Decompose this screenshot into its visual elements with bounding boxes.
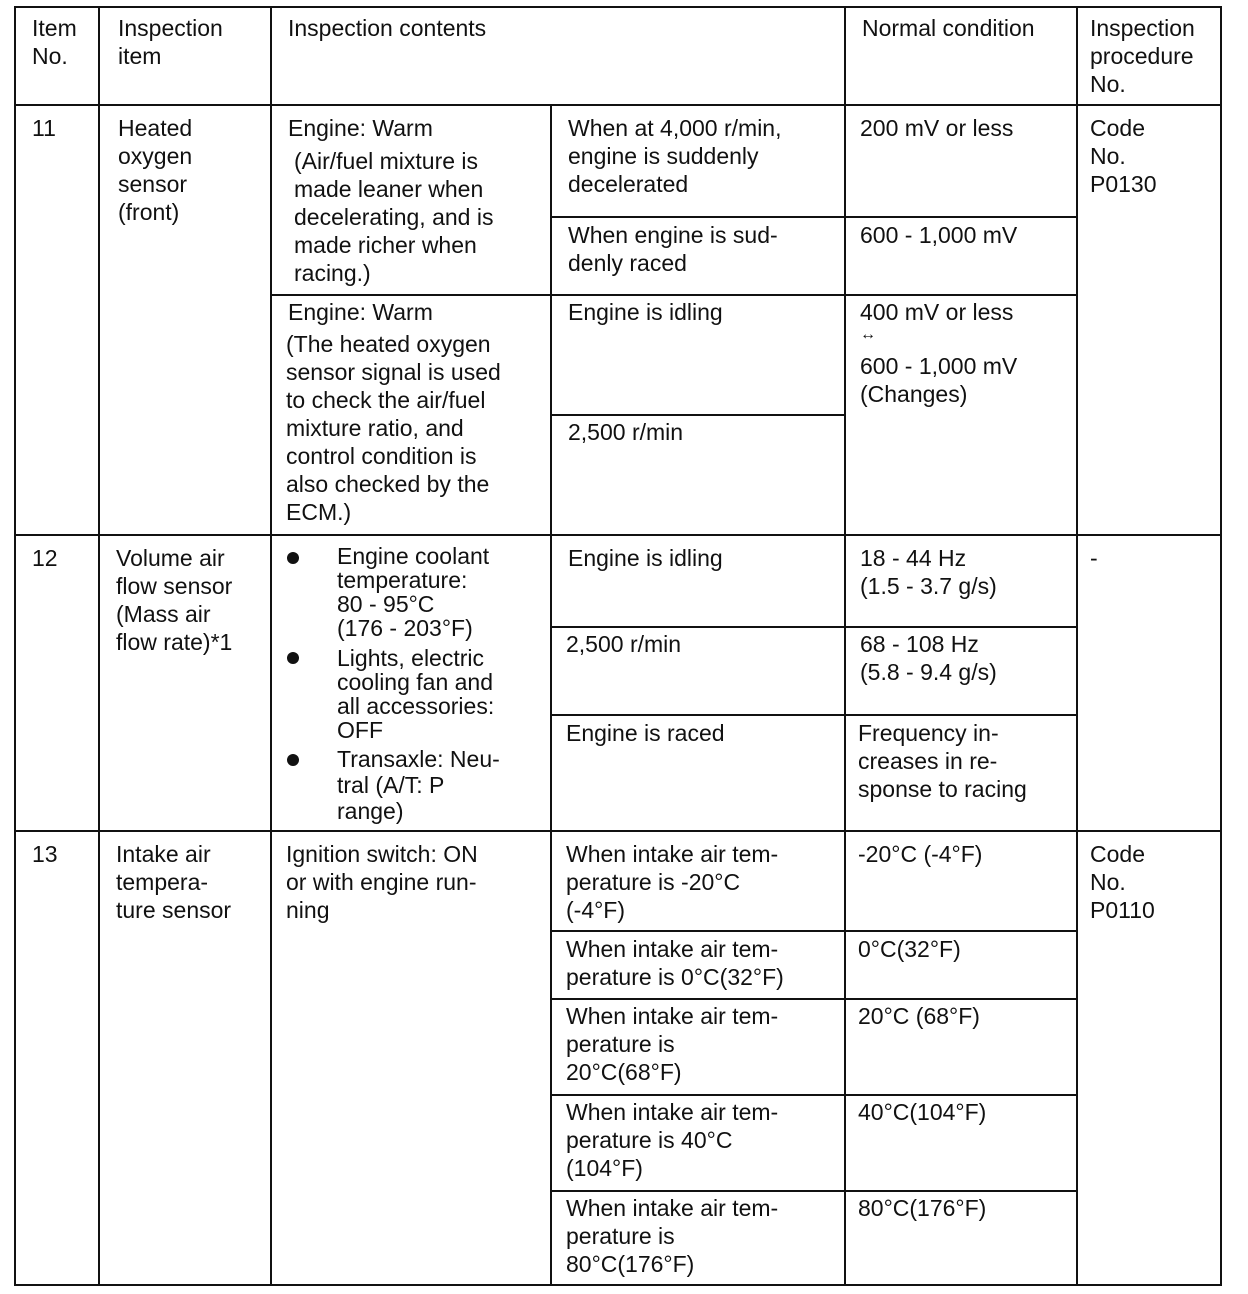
table-border-top [14,6,1222,8]
row12-item: Volume air flow sensor (Mass air flow rate)*1 [116,545,233,655]
row12-item-no: 12 [32,545,58,571]
row11-cond-a: Engine: Warm [288,115,433,141]
header-normal-condition: Normal condition [862,15,1035,41]
row11-item-no: 11 [32,115,56,141]
row13-normal4: 40°C(104°F) [858,1099,987,1125]
bullet-icon [287,652,299,664]
row12-normal3: Frequency in- creases in re- sponse to racing [858,720,1027,802]
row11-normal-b-2: 600 - 1,000 mV (Changes) [860,353,1018,407]
row13-state1: When intake air tem- perature is -20°C (-4°F) [566,841,779,923]
row11-cond-a-note: (Air/fuel mixture is made leaner when decelerating, and is made richer when racing.) [294,148,494,286]
row13-state3: When intake air tem- perature is 20°C(68°F) [566,1003,779,1085]
row12-normal1: 18 - 44 Hz (1.5 - 3.7 g/s) [860,545,997,599]
header-separator [14,104,1222,106]
row11-cond-b-note: (The heated oxygen sensor signal is used to check the air/fuel mixture ratio, and control condition is also checked by the ECM.) [286,331,501,525]
row11-state-a1: When at 4,000 r/min, engine is suddenly decelerated [568,115,782,197]
double-arrow-icon: ↔ [860,326,876,343]
row11-item: Heated oxygen sensor (front) [118,115,193,225]
col-line-2 [270,6,272,1286]
row-separator-12-13 [14,830,1222,832]
row11-procedure: Code No. P0130 [1090,115,1157,197]
r13-line-b [550,998,1078,1000]
row12-procedure: - [1090,545,1098,571]
row11-normal-a1: 200 mV or less [860,115,1014,141]
row11-normal-b-1: 400 mV or less [860,299,1014,325]
row11-cond-b: Engine: Warm [288,299,433,325]
row13-normal2: 0°C(32°F) [858,936,961,962]
row13-item-no: 13 [32,841,58,867]
col-line-1 [98,6,100,1286]
row11-normal-a2: 600 - 1,000 mV [860,222,1018,248]
header-procedure-no: Inspection procedure No. [1090,15,1195,97]
row12-state1: Engine is idling [568,545,723,571]
row13-procedure: Code No. P0110 [1090,841,1155,923]
row13-normal1: -20°C (-4°F) [858,841,983,867]
row12-bullet2: Lights, electric cooling fan and all accessories: OFF [337,645,495,743]
row11-state-b2: 2,500 r/min [568,419,684,445]
r12-line-a [550,626,1078,628]
row13-normal5: 80°C(176°F) [858,1195,987,1221]
row13-state5: When intake air tem- perature is 80°C(176°F) [566,1195,779,1277]
r11-line-b [270,294,1078,296]
table-border-left [14,6,16,1286]
row11-state-a2: When engine is sud- denly raced [568,222,778,276]
table-border-right [1220,6,1222,1286]
r13-line-c [550,1094,1078,1096]
r13-line-d [550,1190,1078,1192]
header-item-no: Item No. [32,15,77,69]
bullet-icon [287,552,299,564]
r11-line-a [550,216,1078,218]
r13-line-a [550,930,1078,932]
row13-state4: When intake air tem- perature is 40°C (104°F) [566,1099,779,1181]
header-inspection-item: Inspection item [118,15,223,69]
header-inspection-contents: Inspection contents [288,15,487,41]
row-separator-11-12 [14,534,1222,536]
row12-normal2: 68 - 108 Hz (5.8 - 9.4 g/s) [860,631,997,685]
col-line-3 [550,104,552,1286]
row13-cond: Ignition switch: ON or with engine run- ning [286,841,478,923]
bullet-icon [287,754,299,766]
r11-line-c [550,414,846,416]
row11-state-b1: Engine is idling [568,299,723,325]
row12-state2: 2,500 r/min [566,631,682,657]
table-border-bottom [14,1284,1222,1286]
row13-item: Intake air tempera- ture sensor [116,841,232,923]
row12-bullet1: Engine coolant temperature: 80 - 95°C (176 - 203°F) [337,543,490,641]
row13-state2: When intake air tem- perature is 0°C(32°F) [566,936,784,990]
r12-line-b [550,714,1078,716]
row12-state3: Engine is raced [566,720,725,746]
row13-normal3: 20°C (68°F) [858,1003,980,1029]
row12-bullet3: Transaxle: Neu- tral (A/T: P range) [337,746,500,824]
